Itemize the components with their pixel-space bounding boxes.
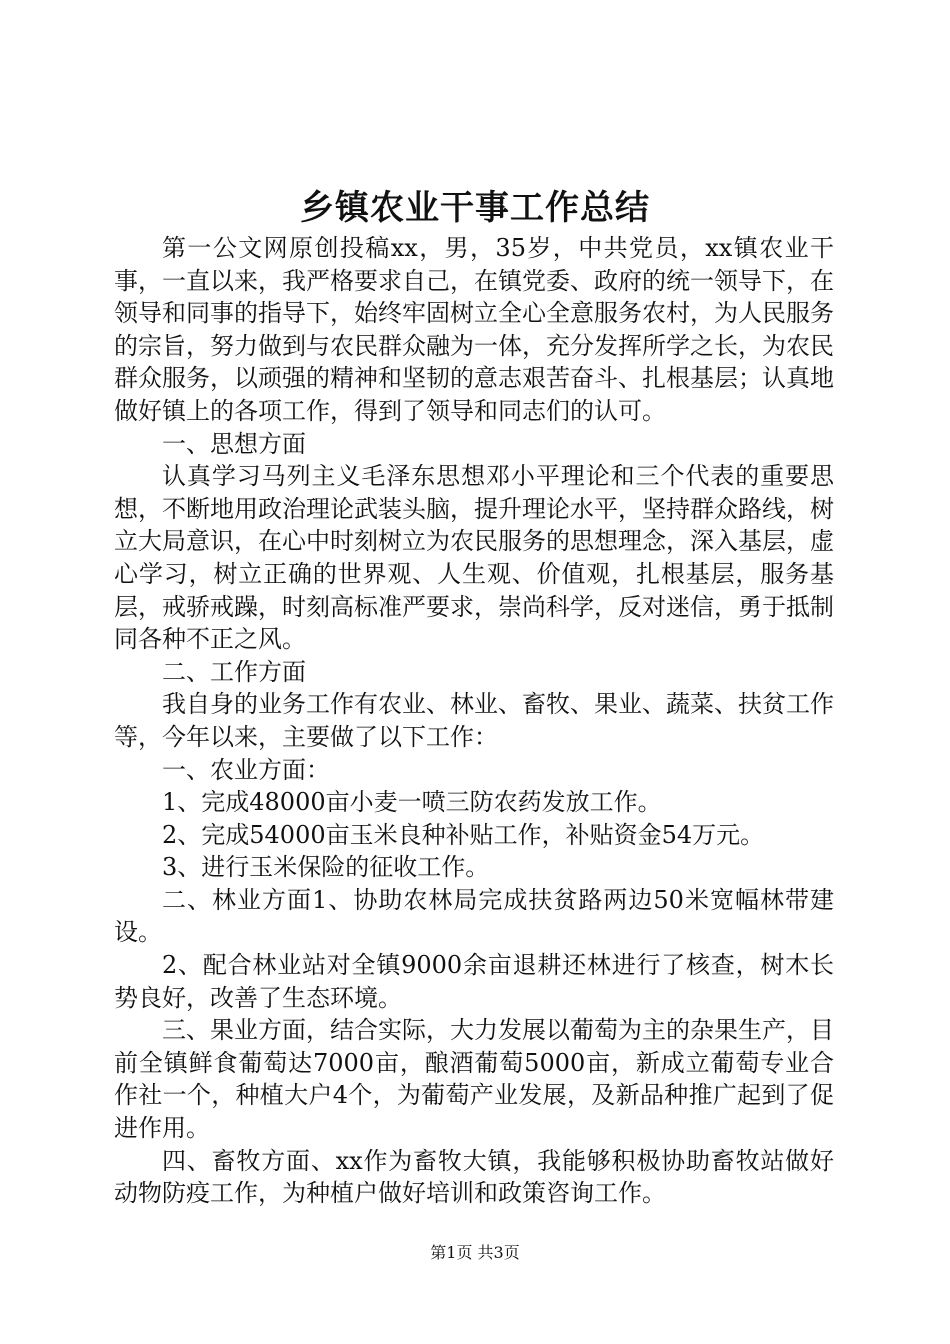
page-footer: 第1页 共3页 bbox=[430, 1243, 520, 1262]
document-title: 乡镇农业干事工作总结 bbox=[300, 188, 650, 228]
paragraph-intro: 第一公文网原创投稿xx，男，35岁，中共党员，xx镇农业干事，一直以来，我严格要求自己，在镇党委、政府的统一领导下，在领导和同事的指导下，始终牢固树立全心全意服务农村，为人民服务的宗旨，努力做到与农民群众融为一体，充分发挥所学之长，为农民群众服务，以顽强的精神和坚韧的意志艰苦奋斗、扎根基层；认真地做好镇上的各项工作，得到了领导和同志们的认可。 bbox=[114, 234, 834, 425]
paragraph-livestock: 四、畜牧方面、xx作为畜牧大镇，我能够积极协助畜牧站做好动物防疫工作，为种植户做好培训和政策咨询工作。 bbox=[114, 1146, 834, 1208]
section-heading-work: 二、工作方面 bbox=[162, 657, 306, 686]
paragraph-fruit: 三、果业方面，结合实际，大力发展以葡萄为主的杂果生产，目前全镇鲜食葡萄达7000亩，酿酒葡萄5000亩，新成立葡萄专业合作社一个，种植大户4个，为葡萄产业发展，及新品种推广起到了促进作用。 bbox=[114, 1016, 834, 1143]
section-heading-thought: 一、思想方面 bbox=[162, 429, 306, 458]
paragraph-work-intro: 我自身的业务工作有农业、林业、畜牧、果业、蔬菜、扶贫工作等，今年以来，主要做了以下工作： bbox=[114, 690, 834, 751]
list-item-agriculture-2: 2、完成54000亩玉米良种补贴工作，补贴资金54万元。 bbox=[162, 820, 765, 849]
paragraph-forestry-2: 2、配合林业站对全镇9000余亩退耕还林进行了核查，树木长势良好，改善了生态环境。 bbox=[114, 951, 834, 1012]
paragraph-forestry-1: 二、林业方面1、协助农林局完成扶贫路两边50米宽幅林带建设。 bbox=[114, 885, 834, 947]
list-item-agriculture-3: 3、进行玉米保险的征收工作。 bbox=[162, 853, 490, 882]
paragraph-thought: 认真学习马列主义毛泽东思想邓小平理论和三个代表的重要思想，不断地用政治理论武装头脑，提升理论水平，坚持群众路线，树立大局意识，在心中时刻树立为农民服务的思想理念，深入基层，虚心学习，树立正确的世界观、人生观、价值观，扎根基层，服务基层，戒骄戒躁，时刻高标准严要求，崇尚科学，反对迷信，勇于抵制同各种不正之风。 bbox=[114, 462, 834, 654]
list-item-agriculture-1: 1、完成48000亩小麦一喷三防农药发放工作。 bbox=[162, 788, 662, 817]
document-body bbox=[114, 232, 834, 1210]
subsection-heading-agriculture: 一、农业方面： bbox=[162, 755, 330, 784]
